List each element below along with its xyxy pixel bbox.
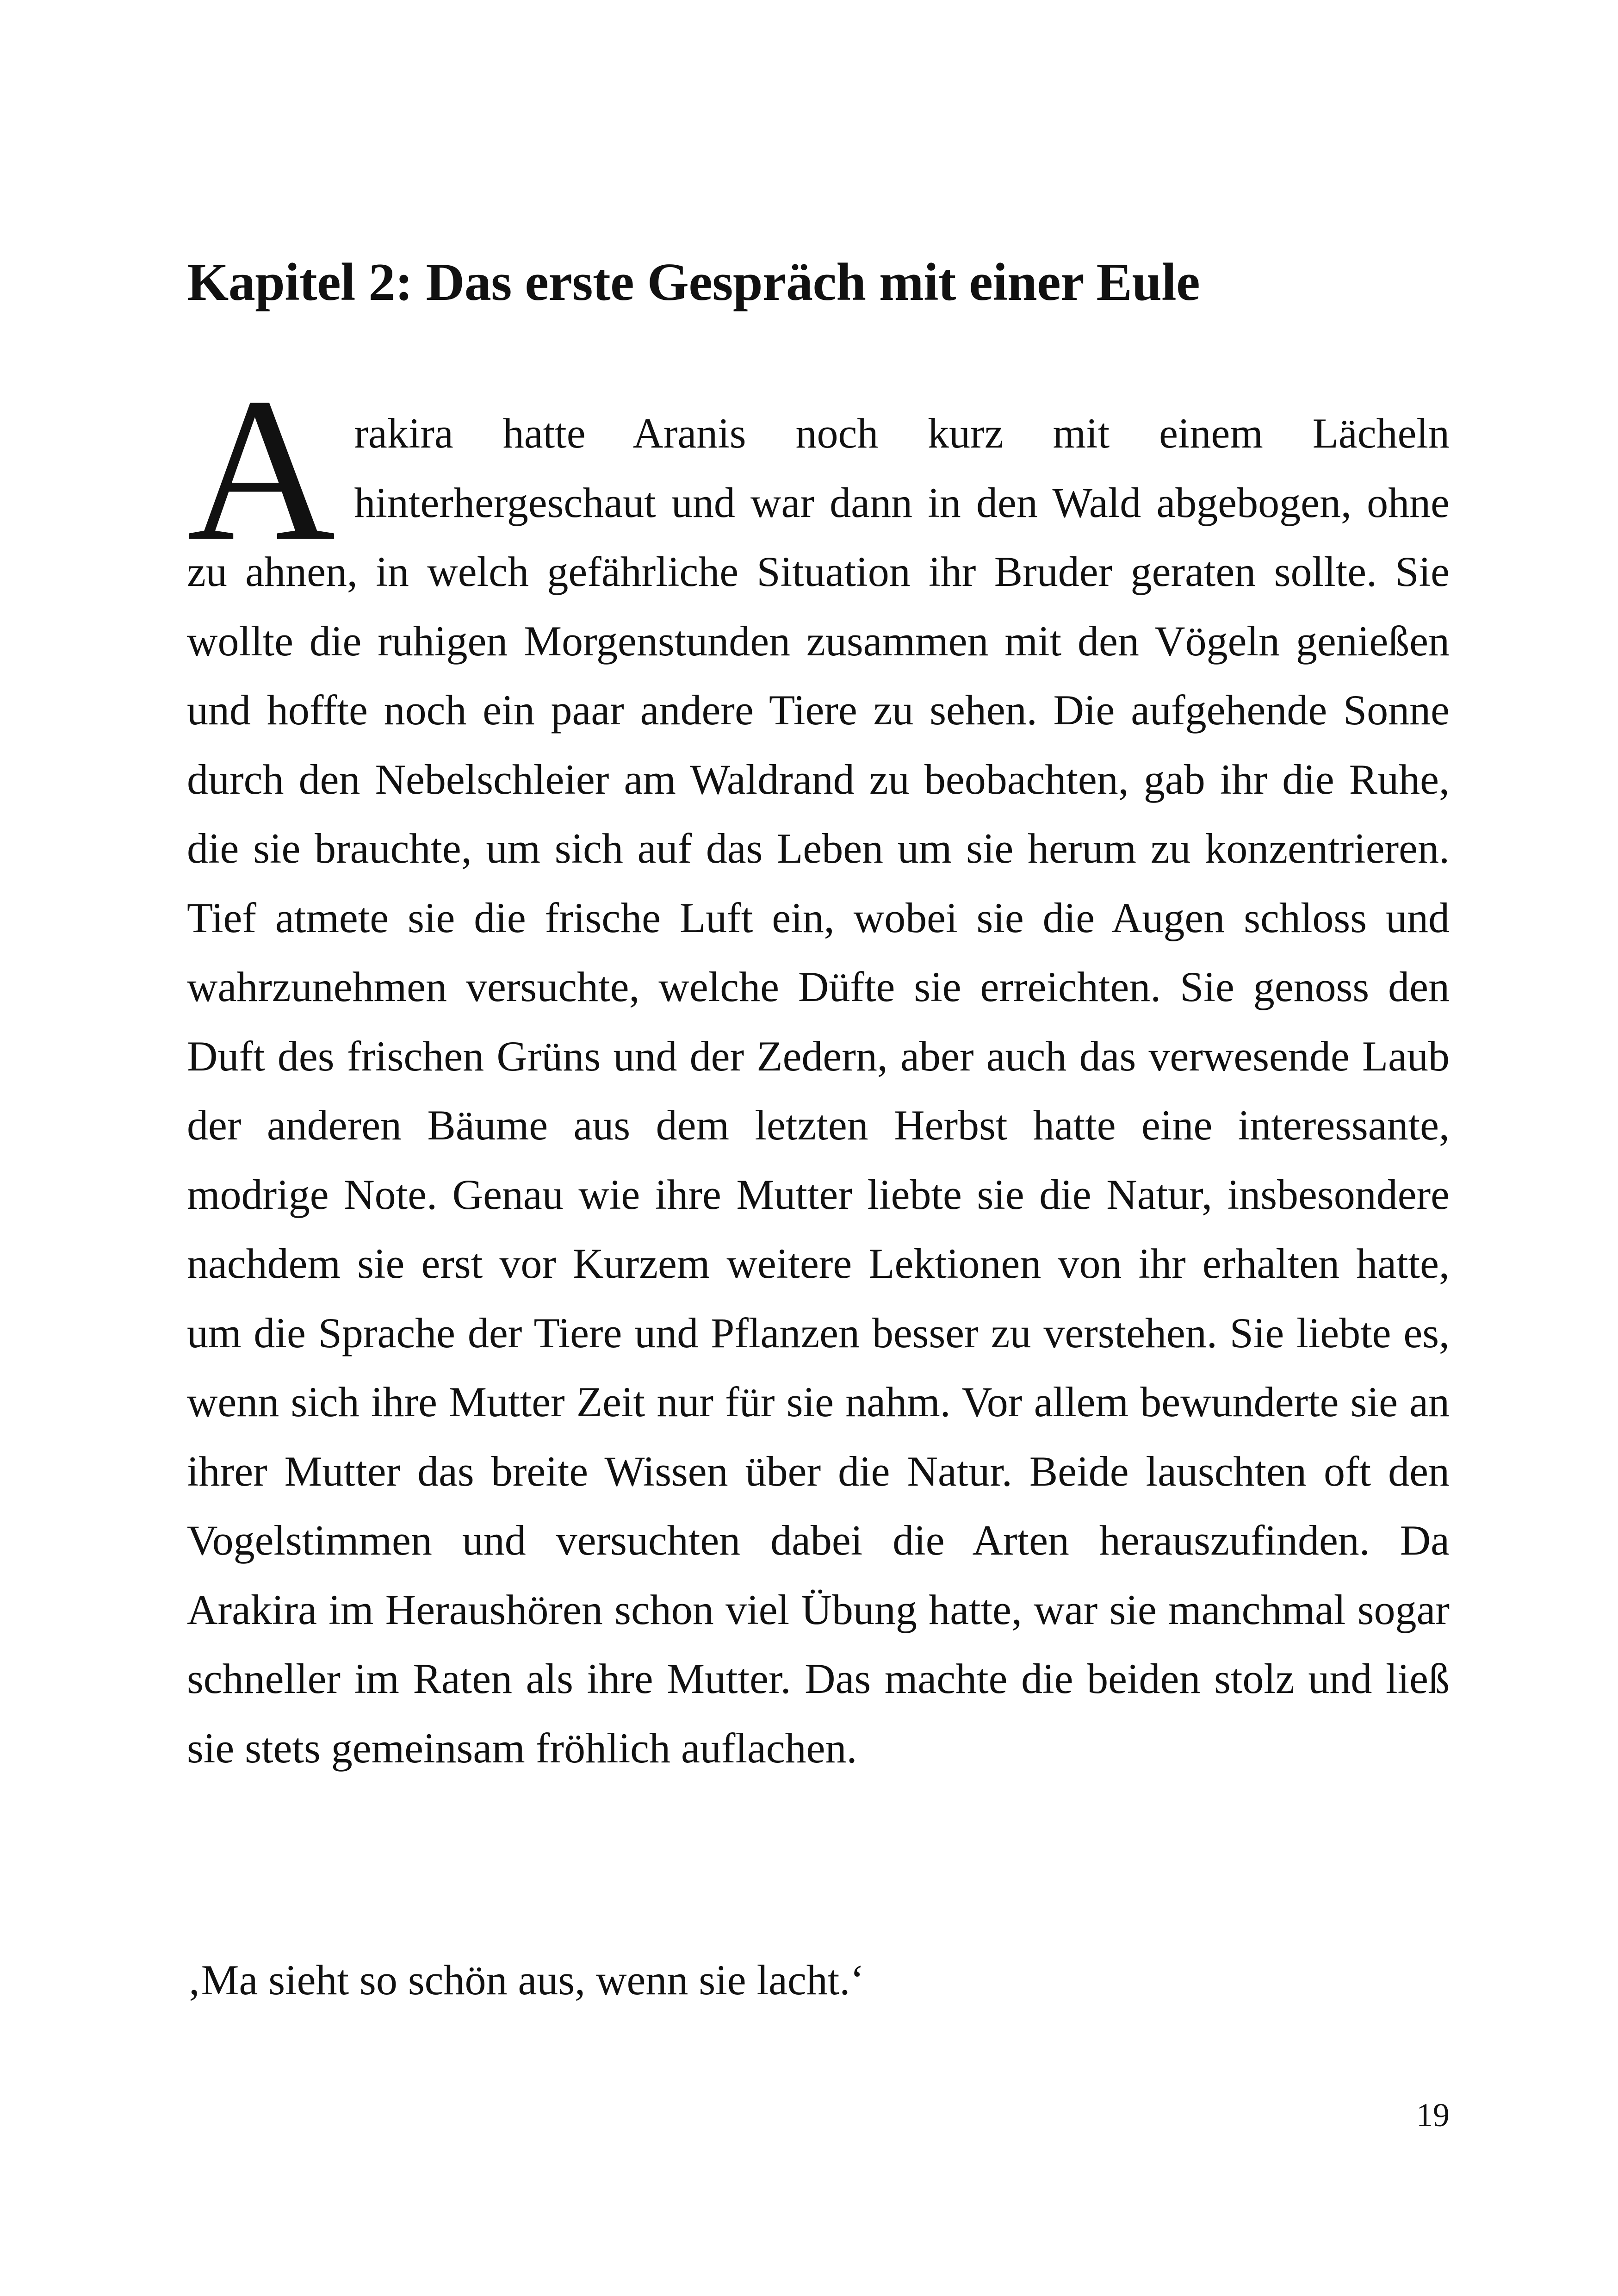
chapter-title: Kapitel 2: Das erste Gespräch mit einer Eule [187,253,1200,312]
paragraph-text: rakira hatte Aranis noch kurz mit einem Lächeln hinterhergeschaut und war dann in den Wald abgebogen, ohne zu ahnen, in welch gefährliche Situation ihr Bruder geraten sollte. Sie wollte die ruhigen Morgenstunden zusammen mit den Vögeln genießen und hoffte noch ein paar andere Tiere zu sehen. Die aufgehende Sonne durch den Nebelschleier am Waldrand zu beobachten, gab ihr die Ruhe, die sie brauchte, um sich auf das Leben um sie herum zu konzentrieren. Tief atmete sie die frische Luft ein, wobei sie die Augen schloss und wahrzunehmen versuchte, welche Düfte sie erreichten. Sie genoss den Duft des frischen Grüns und der Zedern, aber auch das verwesende Laub der anderen Bäume aus dem letzten Herbst hatte eine interessante, modrige Note. Genau wie ihre Mutter liebte sie die Natur, insbesondere nachdem sie erst vor Kurzem weitere Lektionen von ihr erhalten hatte, um die Sprache der Tiere und Pflanzen besser zu verstehen. Sie liebte es, wenn sich ihre Mutter Zeit nur für sie nahm. Vor allem bewunderte sie an ihrer Mutter das breite Wissen über die Natur. Beide lauschten oft den Vogelstimmen und versuchten dabei die Arten herauszufinden. Da Arakira im Heraushören schon viel Übung hatte, war sie manchmal sogar schneller im Raten als ihre Mutter. Das machte die beiden stolz und ließ sie stets gemeinsam fröhlich auflachen. [187,410,1450,1772]
page-number: 19 [1416,2097,1450,2134]
drop-cap-letter: A [187,355,336,584]
body-paragraph [187,355,1450,1783]
quote-line: ‚Ma sieht so schön aus, wenn sie lacht.‘ [187,1956,865,2004]
